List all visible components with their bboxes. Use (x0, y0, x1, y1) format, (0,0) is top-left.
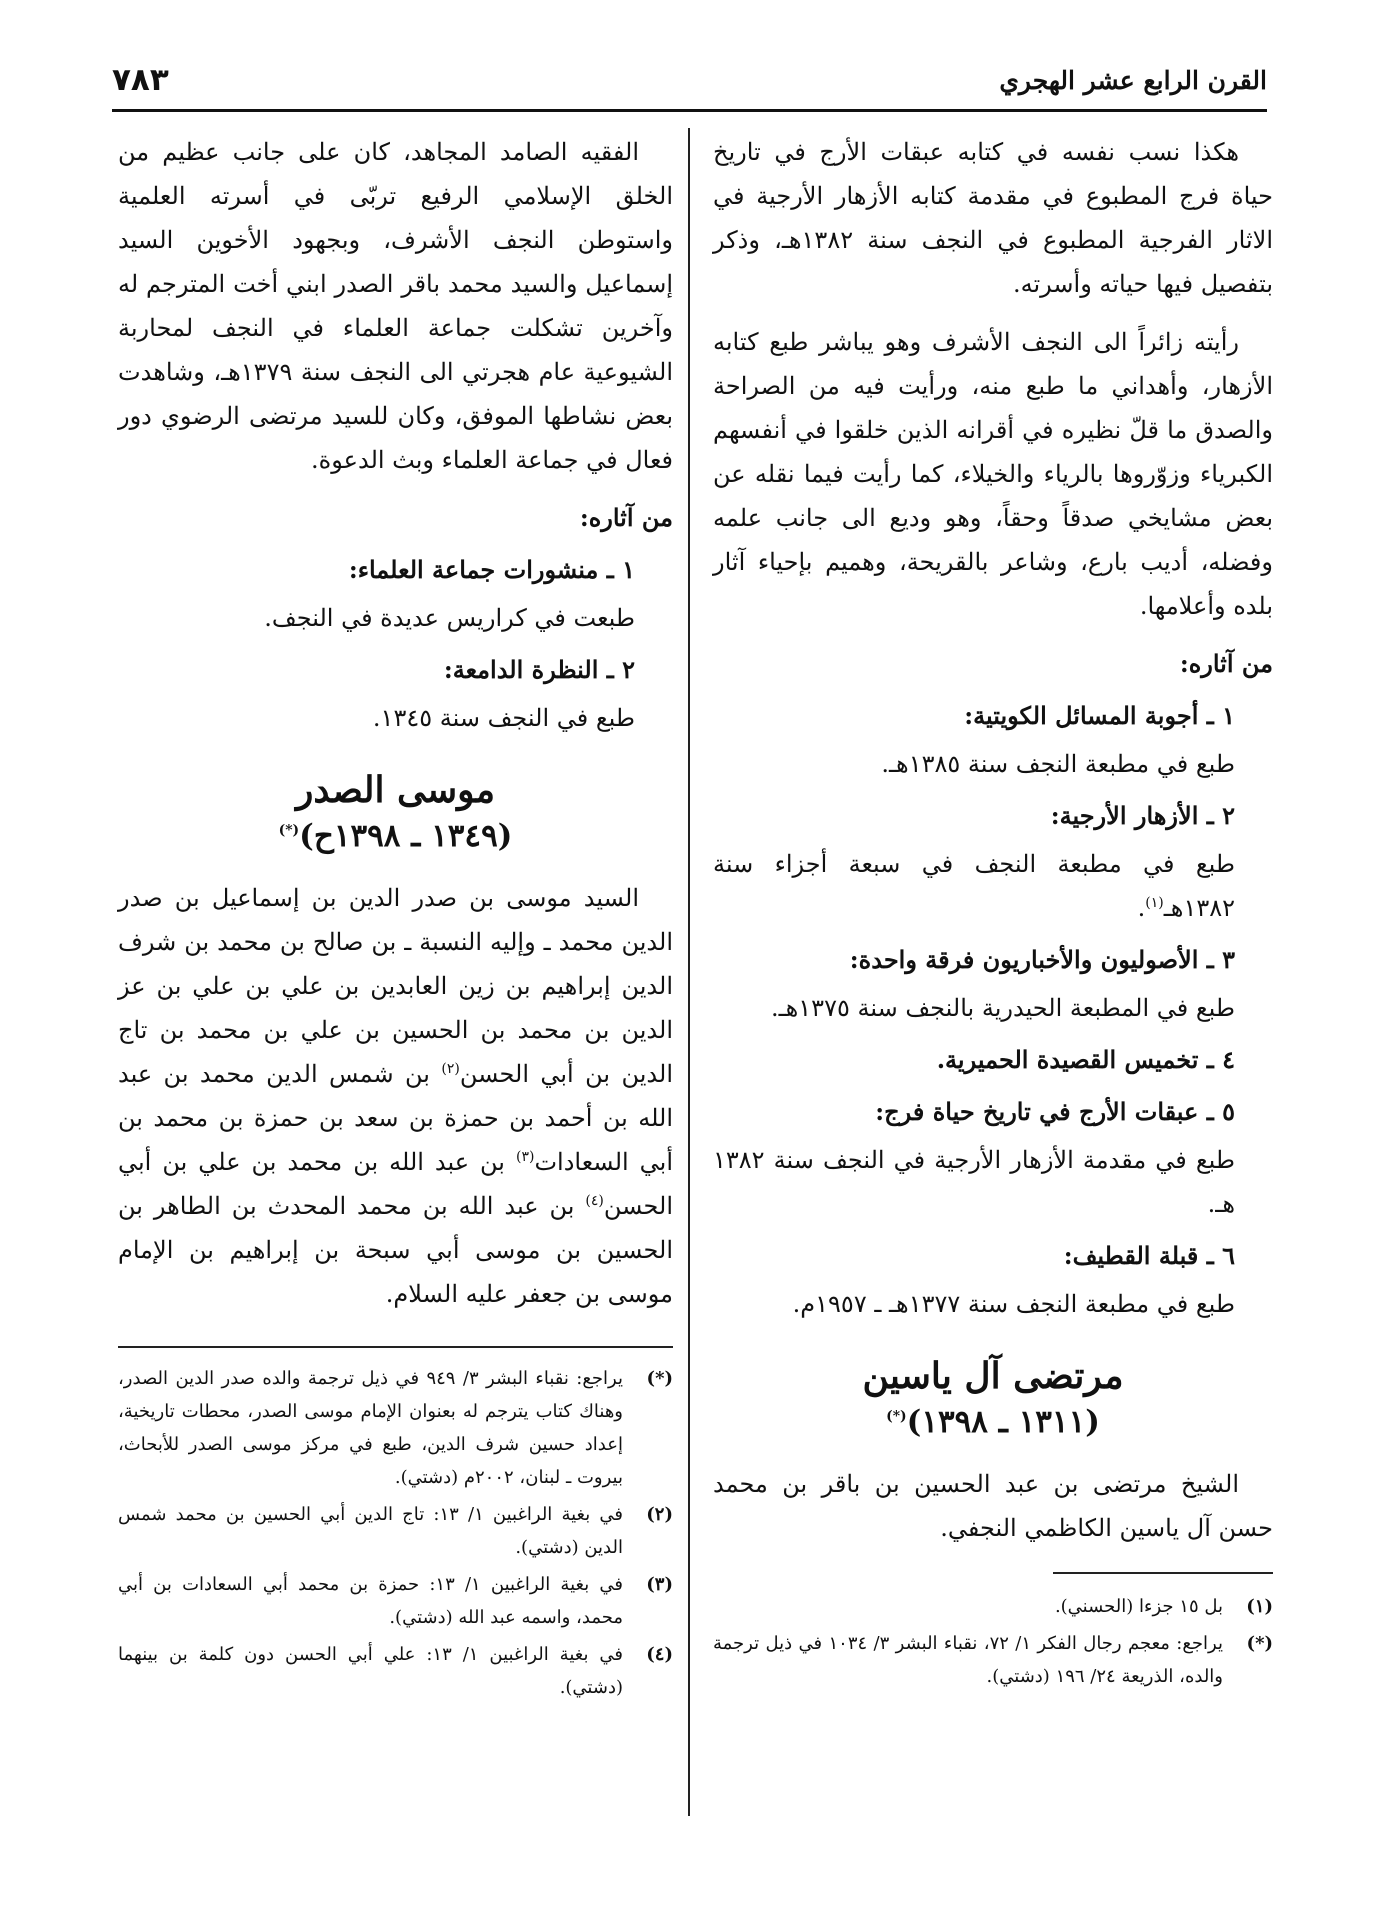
page-header (112, 60, 1267, 112)
footnote-ref: (٤) (585, 1193, 604, 1209)
work-publication: طبع في مطبعة النجف سنة ١٣٨٥هـ. (881, 750, 1235, 778)
footnote-rule (1053, 1572, 1273, 1574)
work-title: ١ ـ منشورات جماعة العلماء: (348, 555, 635, 584)
work-publication: طبع في النجف سنة ١٣٤٥. (372, 704, 635, 732)
work-publication-text: طبع في مطبعة النجف في سبعة أجزاء سنة ١٣٨٢هـ (713, 850, 1235, 922)
footnote-mark: (٣) (646, 1574, 673, 1595)
work-publication: طبع في المطبعة الحيدرية بالنجف سنة ١٣٧٥هـ. (770, 994, 1235, 1022)
footnote-text: يراجع: نقباء البشر ٣/ ٩٤٩ في ذيل ترجمة والده صدر الدين الصدر، وهناك كتاب يترجم له بعنوان الإمام موسى الصدر، محطات تاريخية، إعداد حسين شرف الدين، طبع في مركز موسى الصدر للأبحاث، بيروت ـ لبنان، ٢٠٠٢م (دشتي). (118, 1368, 623, 1488)
work-title: ١ ـ أجوبة المسائل الكويتية: (964, 701, 1235, 730)
biography-dates (713, 1400, 1273, 1444)
biography-text-part: السيد موسى بن صدر الدين بن إسماعيل بن صدر الدين محمد ـ وإليه النسبة ـ بن صالح بن محمد بن شرف الدين إبراهيم بن زين العابدين بن علي بن علي بن عز الدين بن محمد بن الحسين بن علي بن محمد بن تاج الدين بن أبي الحسن (118, 884, 673, 1088)
header-rule (112, 109, 1267, 112)
footnote-text: في بغية الراغبين ١/ ١٣: حمزة بن محمد أبي السعادات بن أبي محمد، واسمه عبد الله (دشتي). (118, 1574, 623, 1628)
footnote (713, 1590, 1273, 1623)
biography-text-part: بن شمس الدين محمد بن عبد الله بن أحمد بن حمزة بن سعد بن حمزة بن محمد بن أبي السعادات (118, 1060, 673, 1176)
work-title: ٢ ـ النظرة الدامعة: (443, 655, 635, 684)
biography-text (118, 876, 673, 1316)
footnote (118, 1568, 673, 1634)
left-column (118, 130, 673, 1708)
footnote (713, 1627, 1273, 1693)
running-title: القرن الرابع عشر الهجري (999, 66, 1267, 95)
footnote-text: في بغية الراغبين ١/ ١٣: تاج الدين أبي الحسين بن محمد شمس الدين (دشتي). (118, 1504, 623, 1558)
page-number: ٧٨٣ (112, 62, 169, 98)
biography-dates-text: (١٣٤٩ ـ ١٣٩٨ح) (299, 818, 513, 854)
paragraph: الفقيه الصامد المجاهد، كان على جانب عظيم من الخلق الإسلامي الرفيع تربّى في أسرته العلمية واستوطن النجف الأشرف، وبجهود الأخوين السيد إسماعيل والسيد محمد باقر الصدر ابني أخت المترجم له وآخرين تشكلت جماعة العلماء في النجف لمحاربة الشيوعية عام هجرتي الى النجف سنة ١٣٧٩هـ، وشاهدت بعض نشاطها الموفق، وكان للسيد مرتضى الرضوي دور فعال في جماعة العلماء وبث الدعوة. (118, 138, 674, 474)
footnote (118, 1498, 673, 1564)
biography-text: الشيخ مرتضى بن عبد الحسين بن باقر بن محمد حسن آل ياسين الكاظمي النجفي. (713, 1470, 1273, 1542)
work-publication: طبع في مقدمة الأزهار الأرجية في النجف سنة ١٣٨٢ هـ. (713, 1146, 1235, 1218)
works-heading: من آثاره: (579, 503, 673, 532)
footnote-ref: (*) (886, 1408, 907, 1425)
footnote-ref: (٢) (441, 1061, 460, 1077)
footnote-mark: (*) (646, 1368, 673, 1389)
paragraph: رأيته زائراً الى النجف الأشرف وهو يباشر طبع كتابه الأزهار، وأهداني ما طبع منه، ورأيت فيه من الصراحة والصدق ما قلّ نظيره في أقرانه الذين خلقوا في أنفسهم الكبرياء وزوّروها بالرياء والخيلاء، كما رأيت فيما نقله عن بعض مشايخي صدقاً وحقاً، وهو وديع الى جانب علمه وفضله، أديب بارع، وشاعر بالقريحة، وهميم بإحياء آثار بلده وأعلامها. (713, 328, 1273, 620)
footnote-ref: (*) (278, 822, 300, 839)
footnote-mark: (٤) (646, 1644, 673, 1665)
column-divider (688, 128, 690, 1816)
biography-text-part: بن عبد الله بن محمد بن علي بن أبي الحسن (118, 1148, 673, 1220)
footnote-mark: (١) (1246, 1596, 1273, 1617)
footnote-text: في بغية الراغبين ١/ ١٣: علي أبي الحسن دون كلمة بن بينهما (دشتي). (118, 1644, 623, 1698)
work-title: ٥ ـ عبقات الأرج في تاريخ حياة فرج: (875, 1097, 1235, 1126)
work-title: ٢ ـ الأزهار الأرجية: (1050, 801, 1235, 830)
biography-dates-text: (١٣١١ ـ ١٣٩٨) (906, 1404, 1100, 1440)
footnote-rule (118, 1346, 673, 1348)
footnote-mark: (*) (1246, 1633, 1273, 1654)
footnote-ref: (١) (1145, 895, 1164, 911)
biography-dates (118, 814, 673, 858)
footnote (118, 1638, 673, 1704)
footnote-ref: (٣) (515, 1149, 535, 1165)
paragraph: هكذا نسب نفسه في كتابه عبقات الأرج في تاريخ حياة فرج المطبوع في مقدمة كتابه الأزهار الأرجية في الاثار الفرجية المطبوع في النجف سنة ١٣٨٢هـ، وذكر بتفصيل فيها حياته وأسرته. (713, 138, 1273, 298)
biography-name: مرتضى آل ياسين (862, 1355, 1124, 1397)
right-column (713, 130, 1273, 1697)
footnote-text: بل ١٥ جزءا (الحسني). (1054, 1596, 1223, 1617)
work-title: ٤ ـ تخميس القصيدة الحميرية. (936, 1045, 1235, 1074)
work-title: ٣ ـ الأصوليون والأخباريون فرقة واحدة: (849, 945, 1235, 974)
footnote-text: يراجع: معجم رجال الفكر ١/ ٧٢، نقباء البشر ٣/ ١٠٣٤ في ذيل ترجمة والده، الذريعة ٢٤/ ١٩٦ (دشتي). (713, 1633, 1223, 1687)
work-publication: طبع في مطبعة النجف في سبعة أجزاء سنة ١٣٨٢هـ$^{(١)}$. (713, 850, 1235, 922)
footnote (118, 1362, 673, 1494)
work-title: ٦ ـ قبلة القطيف: (1063, 1241, 1235, 1270)
works-heading: من آثاره: (1179, 649, 1273, 678)
footnote-mark: (٢) (646, 1504, 673, 1525)
work-publication: طبع في مطبعة النجف سنة ١٣٧٧هـ ـ ١٩٥٧م. (792, 1290, 1235, 1318)
biography-text-part: بن عبد الله بن محمد المحدث بن الطاهر بن الحسين بن موسى أبي سبحة بن إبراهيم بن الإمام موسى بن جعفر عليه السلام. (118, 1192, 673, 1308)
work-publication: طبعت في كراريس عديدة في النجف. (264, 604, 635, 632)
biography-name: موسى الصدر (295, 769, 496, 811)
